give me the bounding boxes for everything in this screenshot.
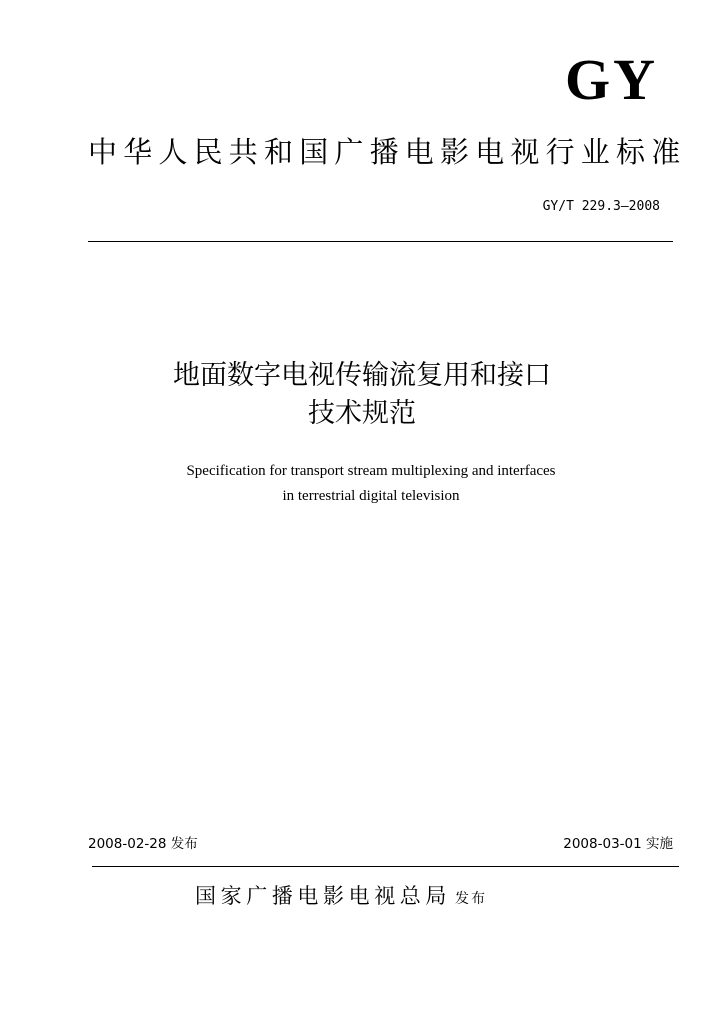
organization-title: 中华人民共和国广播电影电视行业标准 bbox=[88, 135, 687, 169]
standard-number: GY/T 229.3—2008 bbox=[542, 199, 660, 214]
issuer-action: 发布 bbox=[455, 891, 487, 907]
gy-logo: GY bbox=[565, 47, 658, 112]
document-title-cn-line1: 地面数字电视传输流复用和接口 bbox=[173, 360, 551, 391]
issuer-block bbox=[195, 881, 487, 914]
footer-divider bbox=[92, 866, 679, 867]
document-title-en-line2: in terrestrial digital television bbox=[282, 488, 460, 504]
issuer-organization: 国家广播电影电视总局 bbox=[195, 884, 451, 908]
document-title-cn-line2: 技术规范 bbox=[308, 398, 416, 429]
implementation-date: 2008-03-01 实施 bbox=[563, 836, 673, 852]
header-divider bbox=[88, 241, 673, 242]
document-title-en-line1: Specification for transport stream multiplexing and interfaces bbox=[186, 463, 556, 479]
issue-date: 2008-02-28 发布 bbox=[88, 836, 198, 852]
